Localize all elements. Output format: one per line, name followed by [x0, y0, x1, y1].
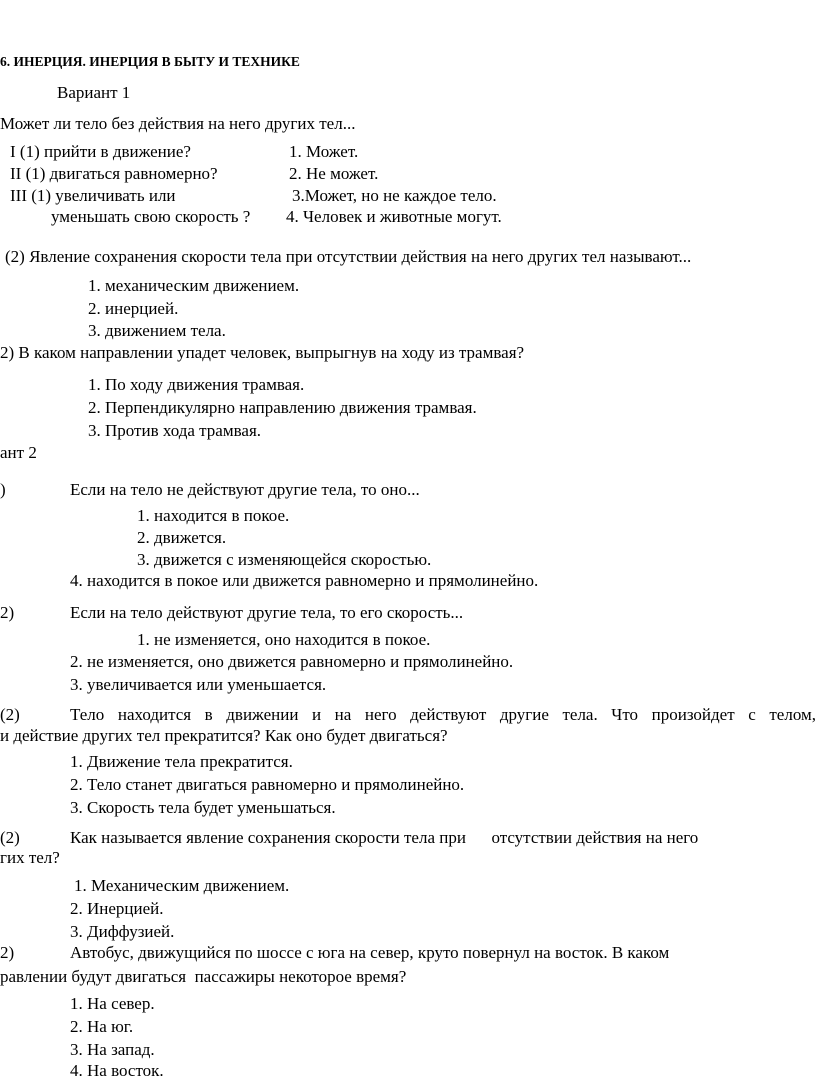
answer-option: 3. движением тела. [88, 321, 226, 340]
answer-option: 4. находится в покое или движется равномерно и прямолинейно. [70, 571, 539, 590]
question-prompt: Тело находится в движении и на него действуют другие тела. Что произойдет с телом, [70, 705, 816, 724]
question-prompt: (2) Явление сохранения скорости тела при отсутствии действия на него других тел называют... [5, 247, 692, 266]
answer-option: 2. На юг. [70, 1017, 134, 1036]
question-number: 2) [0, 943, 15, 962]
question-number: (2) [0, 828, 20, 847]
question-number: ) [0, 480, 6, 499]
answer-option: 3. движется с изменяющейся скоростью. [137, 550, 432, 569]
question-number: 2) [0, 603, 15, 622]
answer-option: 2. Не может. [289, 164, 379, 183]
answer-option: 1. На север. [70, 994, 155, 1013]
question-prompt: Если на тело не действуют другие тела, то оно... [70, 480, 420, 499]
question-prompt: Если на тело действуют другие тела, то его скорость... [70, 603, 464, 622]
answer-option: 3. Диффузией. [70, 922, 175, 941]
answer-option: 2. Тело станет двигаться равномерно и прямолинейно. [70, 775, 465, 794]
answer-option: 1. находится в покое. [137, 506, 290, 525]
answer-option: 2. не изменяется, оно движется равномерно и прямолинейно. [70, 652, 514, 671]
variant-2-label: ант 2 [0, 443, 37, 462]
question-part: I (1) прийти в движение? [10, 142, 191, 161]
question-prompt: 2) В каком направлении упадет человек, выпрыгнув на ходу из трамвая? [0, 343, 525, 362]
answer-option: 2. инерцией. [88, 299, 179, 318]
answer-option: 3. Против хода трамвая. [88, 421, 262, 440]
answer-option: 3.Может, но не каждое тело. [292, 186, 497, 205]
answer-option: 2. Инерцией. [70, 899, 164, 918]
question-prompt: Автобус, движущийся по шоссе с юга на север, круто повернул на восток. В каком [70, 943, 670, 962]
question-part: III (1) увеличивать или [10, 186, 176, 205]
answer-option: 1. Может. [289, 142, 359, 161]
question-part: II (1) двигаться равномерно? [10, 164, 218, 183]
question-prompt: Может ли тело без действия на него других тел... [0, 114, 356, 133]
question-number: (2) [0, 705, 20, 724]
answer-option: 1. Механическим движением. [74, 876, 290, 895]
page-title: 6. ИНЕРЦИЯ. ИНЕРЦИЯ В БЫТУ И ТЕХНИКЕ [0, 54, 300, 69]
answer-option: 4. На восток. [70, 1061, 164, 1080]
variant-1-label: Вариант 1 [57, 83, 131, 102]
answer-option: 2. движется. [137, 528, 227, 547]
answer-option: 1. не изменяется, оно находится в покое. [137, 630, 431, 649]
answer-option: 1. механическим движением. [88, 276, 300, 295]
answer-option: 1. Движение тела прекратится. [70, 752, 293, 771]
question-prompt: Как называется явление сохранения скорости тела при отсутствии действия на него [70, 828, 699, 847]
answer-option: 3. Скорость тела будет уменьшаться. [70, 798, 336, 817]
answer-option: 4. Человек и животные могут. [286, 207, 502, 226]
answer-option: 3. увеличивается или уменьшается. [70, 675, 327, 694]
answer-option: 2. Перпендикулярно направлению движения трамвая. [88, 398, 477, 417]
question-prompt-continued: равлении будут двигаться пассажиры некоторое время? [0, 967, 407, 986]
question-prompt-continued: гих тел? [0, 848, 60, 867]
question-part: уменьшать свою скорость ? [51, 207, 251, 226]
answer-option: 1. По ходу движения трамвая. [88, 375, 305, 394]
answer-option: 3. На запад. [70, 1040, 155, 1059]
question-prompt-continued: и действие других тел прекратится? Как оно будет двигаться? [0, 726, 448, 745]
